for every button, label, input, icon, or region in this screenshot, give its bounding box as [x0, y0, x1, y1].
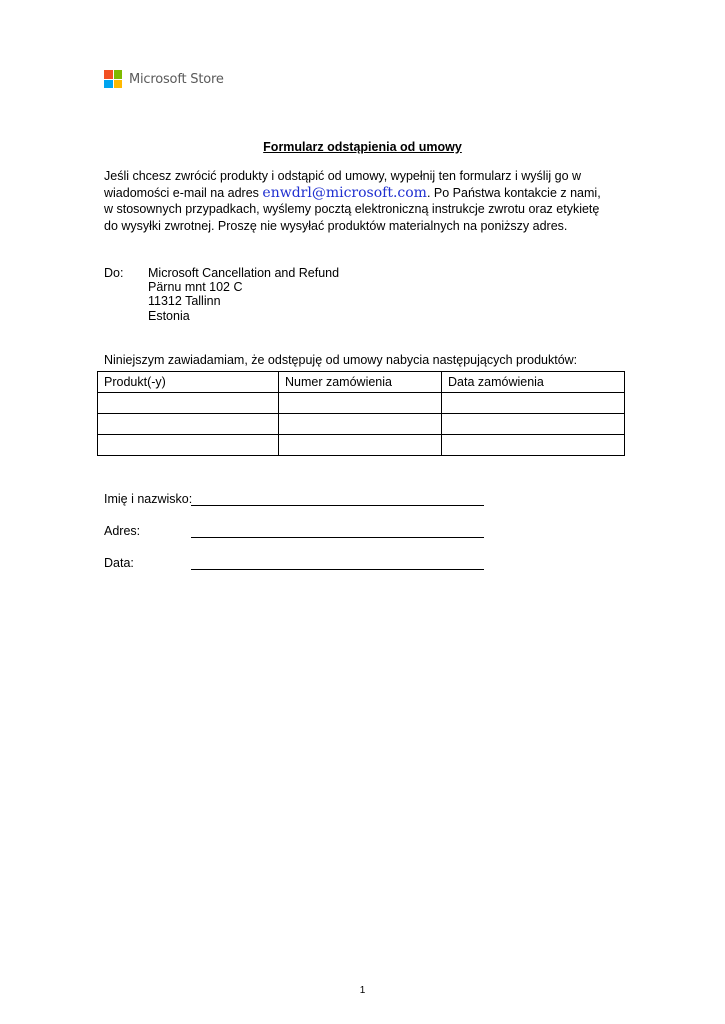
address-field-label: Adres:: [104, 524, 141, 538]
microsoft-logo-icon: [104, 70, 122, 88]
table-row: [98, 393, 625, 414]
address-line: Pärnu mnt 102 C: [148, 280, 243, 295]
intro-paragraph: [104, 168, 604, 234]
table-cell-product[interactable]: [98, 393, 279, 414]
table-cell-order-date[interactable]: [442, 435, 625, 456]
column-header-order-number: Numer zamówienia: [279, 372, 442, 393]
table-row: [98, 414, 625, 435]
date-input-line[interactable]: [191, 569, 484, 570]
table-cell-product[interactable]: [98, 414, 279, 435]
logo-square-green: [114, 70, 123, 79]
email-link[interactable]: enwdrl@microsoft.com: [262, 184, 427, 201]
address-line: Estonia: [148, 308, 190, 323]
logo-square-blue: [104, 80, 113, 89]
address-label: Do:: [104, 266, 124, 280]
column-header-products: Produkt(-y): [98, 372, 279, 393]
address-input-line[interactable]: [191, 537, 484, 538]
document-title: Formularz odstąpienia od umowy: [263, 140, 462, 154]
withdrawal-notice: Niniejszym zawiadamiam, że odstępuję od umowy nabycia następujących produktów:: [104, 353, 578, 367]
date-field-label: Data:: [104, 556, 134, 570]
table-cell-product[interactable]: [98, 435, 279, 456]
table-header-row: [98, 372, 625, 393]
products-table: [97, 371, 625, 456]
table-cell-order-date[interactable]: [442, 414, 625, 435]
logo-square-red: [104, 70, 113, 79]
intro-text-part2: . Po Państwa kontakcie z nami, w stosownych przypadkach, wyślemy pocztą elektroniczną instrukcje zwrotu oraz etykietę do wysyłki zwrotnej. Proszę nie wysyłać produktów materialnych na poniższy adres.: [104, 185, 601, 233]
table-cell-order-number[interactable]: [279, 435, 442, 456]
name-input-line[interactable]: [191, 505, 484, 506]
page-number: 1: [359, 985, 366, 996]
microsoft-store-logo: [104, 70, 224, 88]
address-line: 11312 Tallinn: [148, 294, 221, 309]
table-row: [98, 435, 625, 456]
table-cell-order-date[interactable]: [442, 393, 625, 414]
table-cell-order-number[interactable]: [279, 414, 442, 435]
address-line: Microsoft Cancellation and Refund: [148, 266, 340, 280]
intro-text-part1: Jeśli chcesz zwrócić produkty i odstąpić od umowy, wypełnij ten formularz i wyślij go w wiadomości e-mail na adres: [104, 169, 582, 200]
column-header-order-date: Data zamówienia: [442, 372, 625, 393]
logo-square-yellow: [114, 80, 123, 89]
table-cell-order-number[interactable]: [279, 393, 442, 414]
brand-name: Microsoft Store: [129, 71, 224, 87]
name-field-label: Imię i nazwisko:: [104, 492, 193, 506]
